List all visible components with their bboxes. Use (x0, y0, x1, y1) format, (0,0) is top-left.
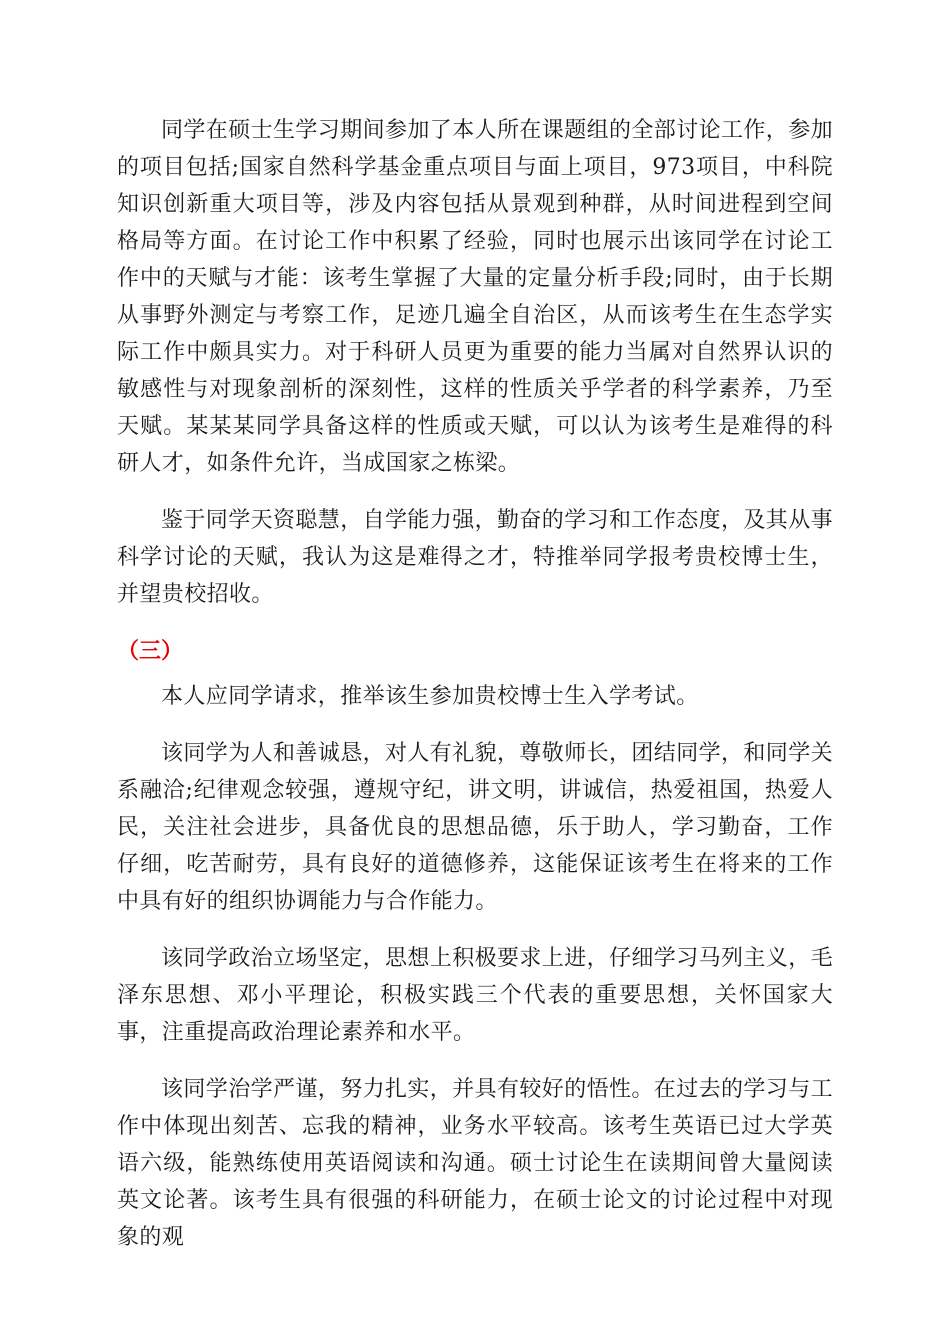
paragraph-request: 本人应同学请求，推举该生参加贵校博士生入学考试。 (161, 684, 699, 709)
paragraph-gap (117, 482, 833, 502)
paragraph-gap (117, 1051, 833, 1071)
paragraph-political: 该同学政治立场坚定，思想上积极要求上进，仔细学习马列主义，毛泽东思想、邓小平理论，积极实践三个代表的重要思想，关怀国家大事，注重提高政治理论素养和水平。 (117, 946, 834, 1045)
paragraph-gap (117, 920, 833, 940)
paragraph-gap (117, 715, 833, 735)
paragraph-academic: 该同学治学严谨，努力扎实，并具有较好的悟性。在过去的学习与工作中体现出刻苦、忘我的精神，业务水平较高。该考生英语已过大学英语六级，能熟练使用英语阅读和沟通。硕士讨论生在读期间曾大量阅读英文论著。该考生具有很强的科研能力，在硕士论文的讨论过程中对现象的观 (117, 1077, 834, 1250)
paragraph-gap (117, 613, 833, 633)
paragraph-gap (117, 670, 833, 678)
section-heading-three: （三） (117, 639, 184, 664)
paragraph-research-experience: 同学在硕士生学习期间参加了本人所在课题组的全部讨论工作，参加的项目包括;国家自然科学基金重点项目与面上项目，973项目，中科院知识创新重大项目等，涉及内容包括从景观到种群，从时间进程到空间格局等方面。在讨论工作中积累了经验，同时也展示出该同学在讨论工作中的天赋与才能：该考生掌握了大量的定量分析手段;同时，由于长期从事野外测定与考察工作，足迹几遍全自治区，从而该考生在生态学实际工作中颇具实力。对于科研人员更为重要的能力当属对自然界认识的敏感性与对现象剖析的深刻性，这样的性质关乎学者的科学素养，乃至天赋。某某某同学具备这样的性质或天赋，可以认为该考生是难得的科研人才，如条件允许，当成国家之栋梁。 (117, 118, 834, 476)
document-body (117, 112, 833, 1256)
paragraph-character: 该同学为人和善诚恳，对人有礼貌，尊敬师长，团结同学，和同学关系融洽;纪律观念较强，遵规守纪，讲文明，讲诚信，热爱祖国，热爱人民，关注社会进步，具备优良的思想品德，乐于助人，学习勤奋，工作仔细，吃苦耐劳，具有良好的道德修养，这能保证该考生在将来的工作中具有好的组织协调能力与合作能力。 (117, 741, 834, 914)
paragraph-recommendation: 鉴于同学天资聪慧，自学能力强，勤奋的学习和工作态度，及其从事科学讨论的天赋，我认为这是难得之才，特推举同学报考贵校博士生，并望贵校招收。 (117, 508, 834, 607)
